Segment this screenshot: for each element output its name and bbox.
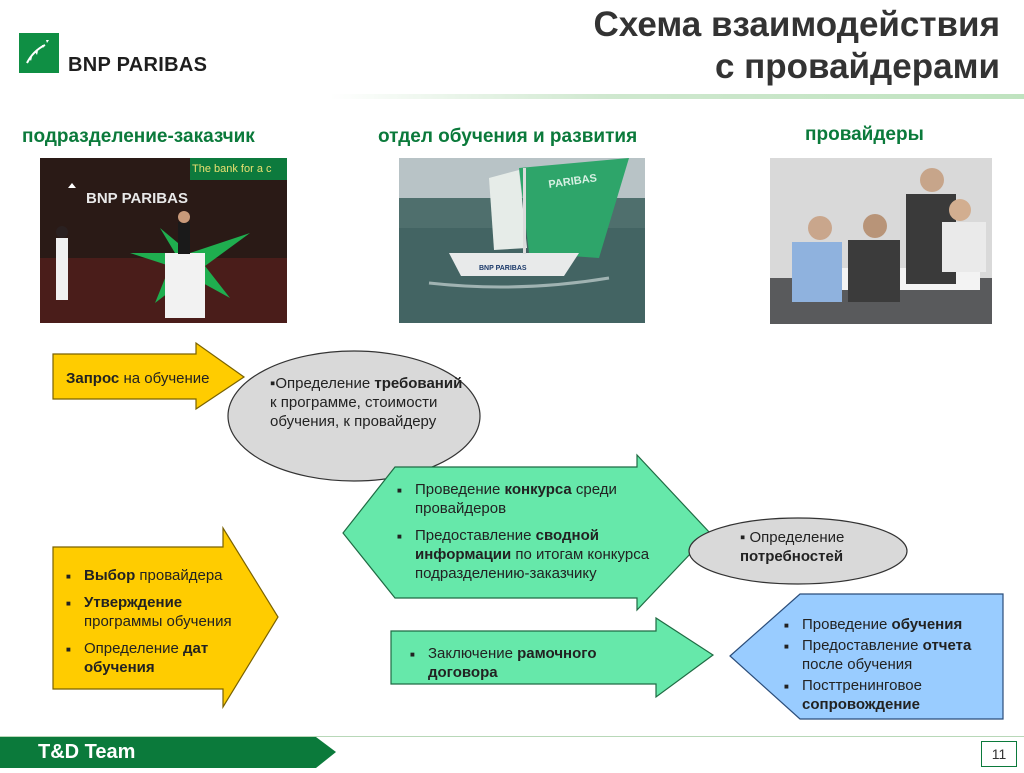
selection-item-1	[64, 566, 259, 585]
slide-title-line1: Схема взаимодействия	[593, 5, 1000, 44]
contract-item	[408, 644, 653, 682]
selection-text	[64, 566, 259, 685]
request-text	[66, 369, 236, 388]
training-item-1-bold: обучения	[891, 616, 963, 633]
needs-bold: потребностей	[740, 548, 844, 565]
contract-text	[408, 644, 653, 690]
request-bold: Запрос	[66, 370, 120, 387]
selection-item-1-t2: провайдера	[135, 567, 223, 584]
needs-text	[740, 528, 900, 566]
contest-item-2-t2: по итогам конкурса подразделению-заказчику	[415, 546, 650, 582]
contest-item-1-t1: Проведение	[415, 481, 505, 498]
selection-item-1-bold: Выбор	[84, 567, 136, 584]
requirements-text	[270, 374, 470, 431]
footer-team-label: T&D Team	[38, 741, 136, 763]
requirements-bold: требований	[374, 375, 463, 392]
bnp-logo-text: BNP PARIBAS	[68, 54, 208, 76]
request-rest: на обучение	[119, 370, 210, 387]
contest-item-2-t1: Предоставление	[415, 527, 536, 544]
selection-item-3	[64, 639, 259, 677]
requirements-t1: Определение	[275, 375, 375, 392]
page-number: 11	[981, 741, 1017, 767]
needs-bullet: ▪	[740, 529, 746, 546]
training-item-3-t1: Посттренинговое	[802, 677, 922, 694]
selection-item-3-bold: дат обучения	[84, 640, 209, 676]
training-item-2-t1: Предоставление	[802, 637, 923, 654]
contract-t1: Заключение	[428, 645, 518, 662]
selection-item-3-t1: Определение	[84, 640, 184, 657]
contest-item-2-bold: сводной информации	[415, 527, 599, 563]
column-heading-customer: подразделение-заказчик	[22, 126, 255, 147]
contest-item-1-bold: конкурса	[504, 481, 572, 498]
contest-item-1	[395, 480, 685, 518]
contest-item-2	[395, 526, 685, 583]
selection-item-2-bold: Утверждение	[84, 594, 183, 611]
footer	[0, 737, 1024, 768]
selection-item-2	[64, 593, 259, 631]
training-item-2-bold: отчета	[922, 637, 972, 654]
column-heading-training: отдел обучения и развития	[378, 126, 638, 147]
footer-green-band	[0, 737, 1024, 768]
needs-t1: Определение	[745, 529, 845, 546]
slide-title-line2: с провайдерами	[714, 47, 1000, 86]
contest-text	[395, 480, 685, 591]
requirements-t2: к программе, стоимости обучения, к провайдеру	[270, 394, 438, 430]
stage-logo-text: BNP PARIBAS	[86, 190, 188, 207]
training-item-2	[782, 636, 1002, 674]
training-item-3	[782, 676, 1002, 714]
contract-bold: рамочного договора	[428, 645, 597, 681]
selection-item-2-t2: программы обучения	[84, 613, 232, 630]
column-heading-providers: провайдеры	[805, 124, 924, 145]
boat-hull-text: BNP PARIBAS	[479, 265, 527, 272]
training-item-2-t2: после обучения	[802, 656, 913, 673]
training-item-1	[782, 615, 1002, 634]
contest-item-1-t2: среди провайдеров	[415, 481, 617, 517]
requirements-bullet: ▪	[270, 375, 276, 392]
sail-text: PARIBAS	[547, 172, 598, 191]
training-item-1-t1: Проведение	[802, 616, 892, 633]
training-item-3-bold: сопровождение	[802, 696, 921, 713]
training-text	[782, 615, 1002, 722]
stage-slogan-text: The bank for a c	[192, 163, 272, 175]
